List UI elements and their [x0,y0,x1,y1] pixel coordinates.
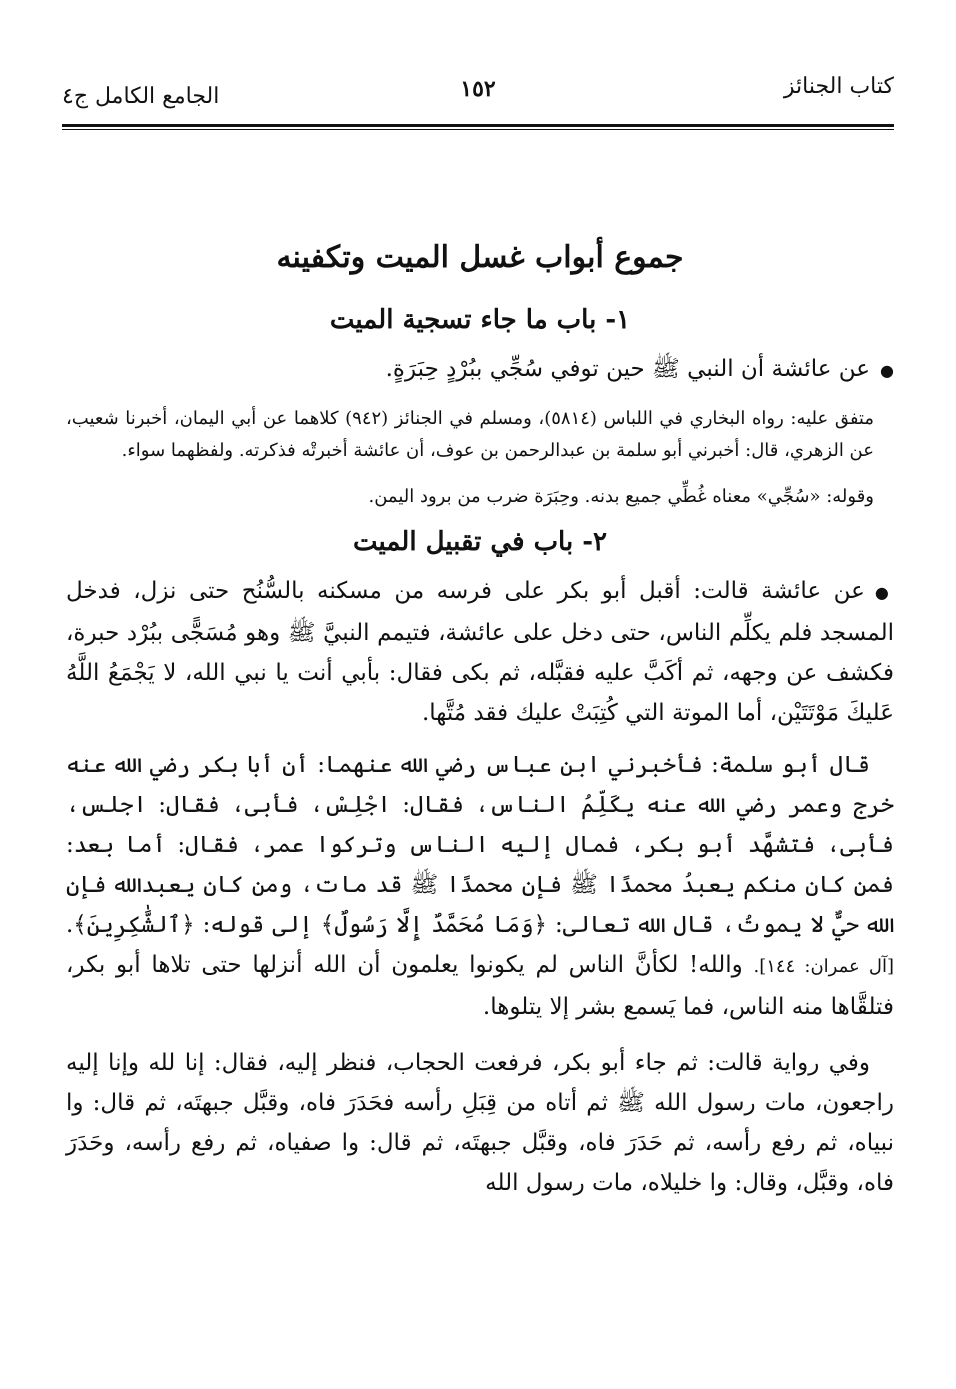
chapter-1-hadith-text: عن عائشة أن النبي ﷺ حين توفي سُجِّي ببُرْدٍ حِبَرَةٍ. [385,356,871,382]
page-header [62,70,894,118]
chapter-1-takhrij: متفق عليه: رواه البخاري في اللباس (٥٨١٤)، ومسلم في الجنائز (٩٤٢) كلاهما عن أبي اليمان، أخبرنا شعيب، عن الزهري، قال: أخبرني أبو سلمة بن عبدالرحمن بن عوف، أن عائشة أخبرتْه فذكرته. ولفظهما سواء. [66,408,875,461]
page-body [66,240,894,1219]
bullet-icon: ● [880,361,894,380]
chapter-2-narration-abu-salama [66,745,894,1027]
header-book-section: كتاب الجنائز [783,74,894,99]
chapter-2-narration-variant: وفي رواية قالت: ثم جاء أبو بكر، فرفعت الحجاب، فنظر إليه، فقال: إنا لله وإنا إليه راجعون، مات رسول الله ﷺ ثم أتاه من قِبَلِ رأسه فحَدَرَ فاه، وقبَّل جبهتَه، ثم قال: وا نبياه، ثم رفع رأسه، ثم حَدَرَ فاه، وقبَّل جبهتَه، ثم قال: وا صفياه، ثم رفع رأسه، وحَدَرَ فاه، وقبَّل، وقال: وا خليلاه، مات رسول الله [66,1050,894,1196]
chapter-1-explanation: وقوله: «سُجِّي» معناه غُطِّي جميع بدنه. وحِبَرَة ضرب من برود اليمن. [368,486,874,507]
chapter-2-hadith [66,571,894,733]
header-book-title: الجامع الكامل ج٤ [62,84,220,109]
chapter-1-title: ١- باب ما جاء تسجية الميت [329,305,631,335]
quran-reference: [آل عمران: ١٤٤]. [753,956,894,977]
bullet-icon: ● [874,583,894,602]
chapter-1-hadith [66,349,894,391]
narration-tail-text: والله! لكأنَّ الناس لم يكونوا يعلمون أن الله أنزلها حتى تلاها أبو بكر، فتلقَّاها منه الناس، فما يَسمع بشر إلا يتلوها. [66,952,894,1020]
main-title: جموع أبواب غسل الميت وتكفينه [276,240,684,275]
header-rule-thick [62,124,894,127]
narration-main-text: قال أبو سلمة: فأخبرني ابن عباس رضي الله عنهما: أن أبا بكر رضي الله عنه خرج وعمر رضي الله عنه يكَلِّمُ الناس، فقال: اجْلِسْ، فأبى، فقال: اجلس، فأبى، فتشهَّد أبو بكر، فمال إليه الناس وتركوا عمر، فقال: أما بعد: فمن كان منكم يعبدُ محمدًا ﷺ فإن محمدًا ﷺ قد مات، ومن كان يعبدالله فإن الله حيٌّ لا يموتُ، قال الله تعالى: ﴿وَمَا مُحَمَّدٌ إِلَّا رَسُولٌ﴾ إلى قوله: ﴿ٱلشَّٰكِرِينَ﴾. [66,752,894,938]
header-rule-thin [62,129,894,130]
chapter-2-title: ٢- باب في تقبيل الميت [352,527,608,557]
chapter-2-hadith-text: عن عائشة قالت: أقبل أبو بكر على فرسه من مسكنه بالسُّنُح حتى نزل، فدخل المسجد فلم يكلِّم الناس، حتى دخل على عائشة، فتيمم النبيَّ ﷺ وهو مُسَجًّى ببُرْد حبرة، فكشف عن وجهه، ثم أكَبَّ عليه فقبَّله، ثم بكى فقال: بأبي أنت يا نبي الله، لا يَجْمَعُ اللَّهُ عَليكَ مَوْتَتَيْن، أما الموتة التي كُتِبَتْ عليك فقد مُتَّها. [66,578,894,726]
page-number: ١٥٢ [460,76,496,102]
